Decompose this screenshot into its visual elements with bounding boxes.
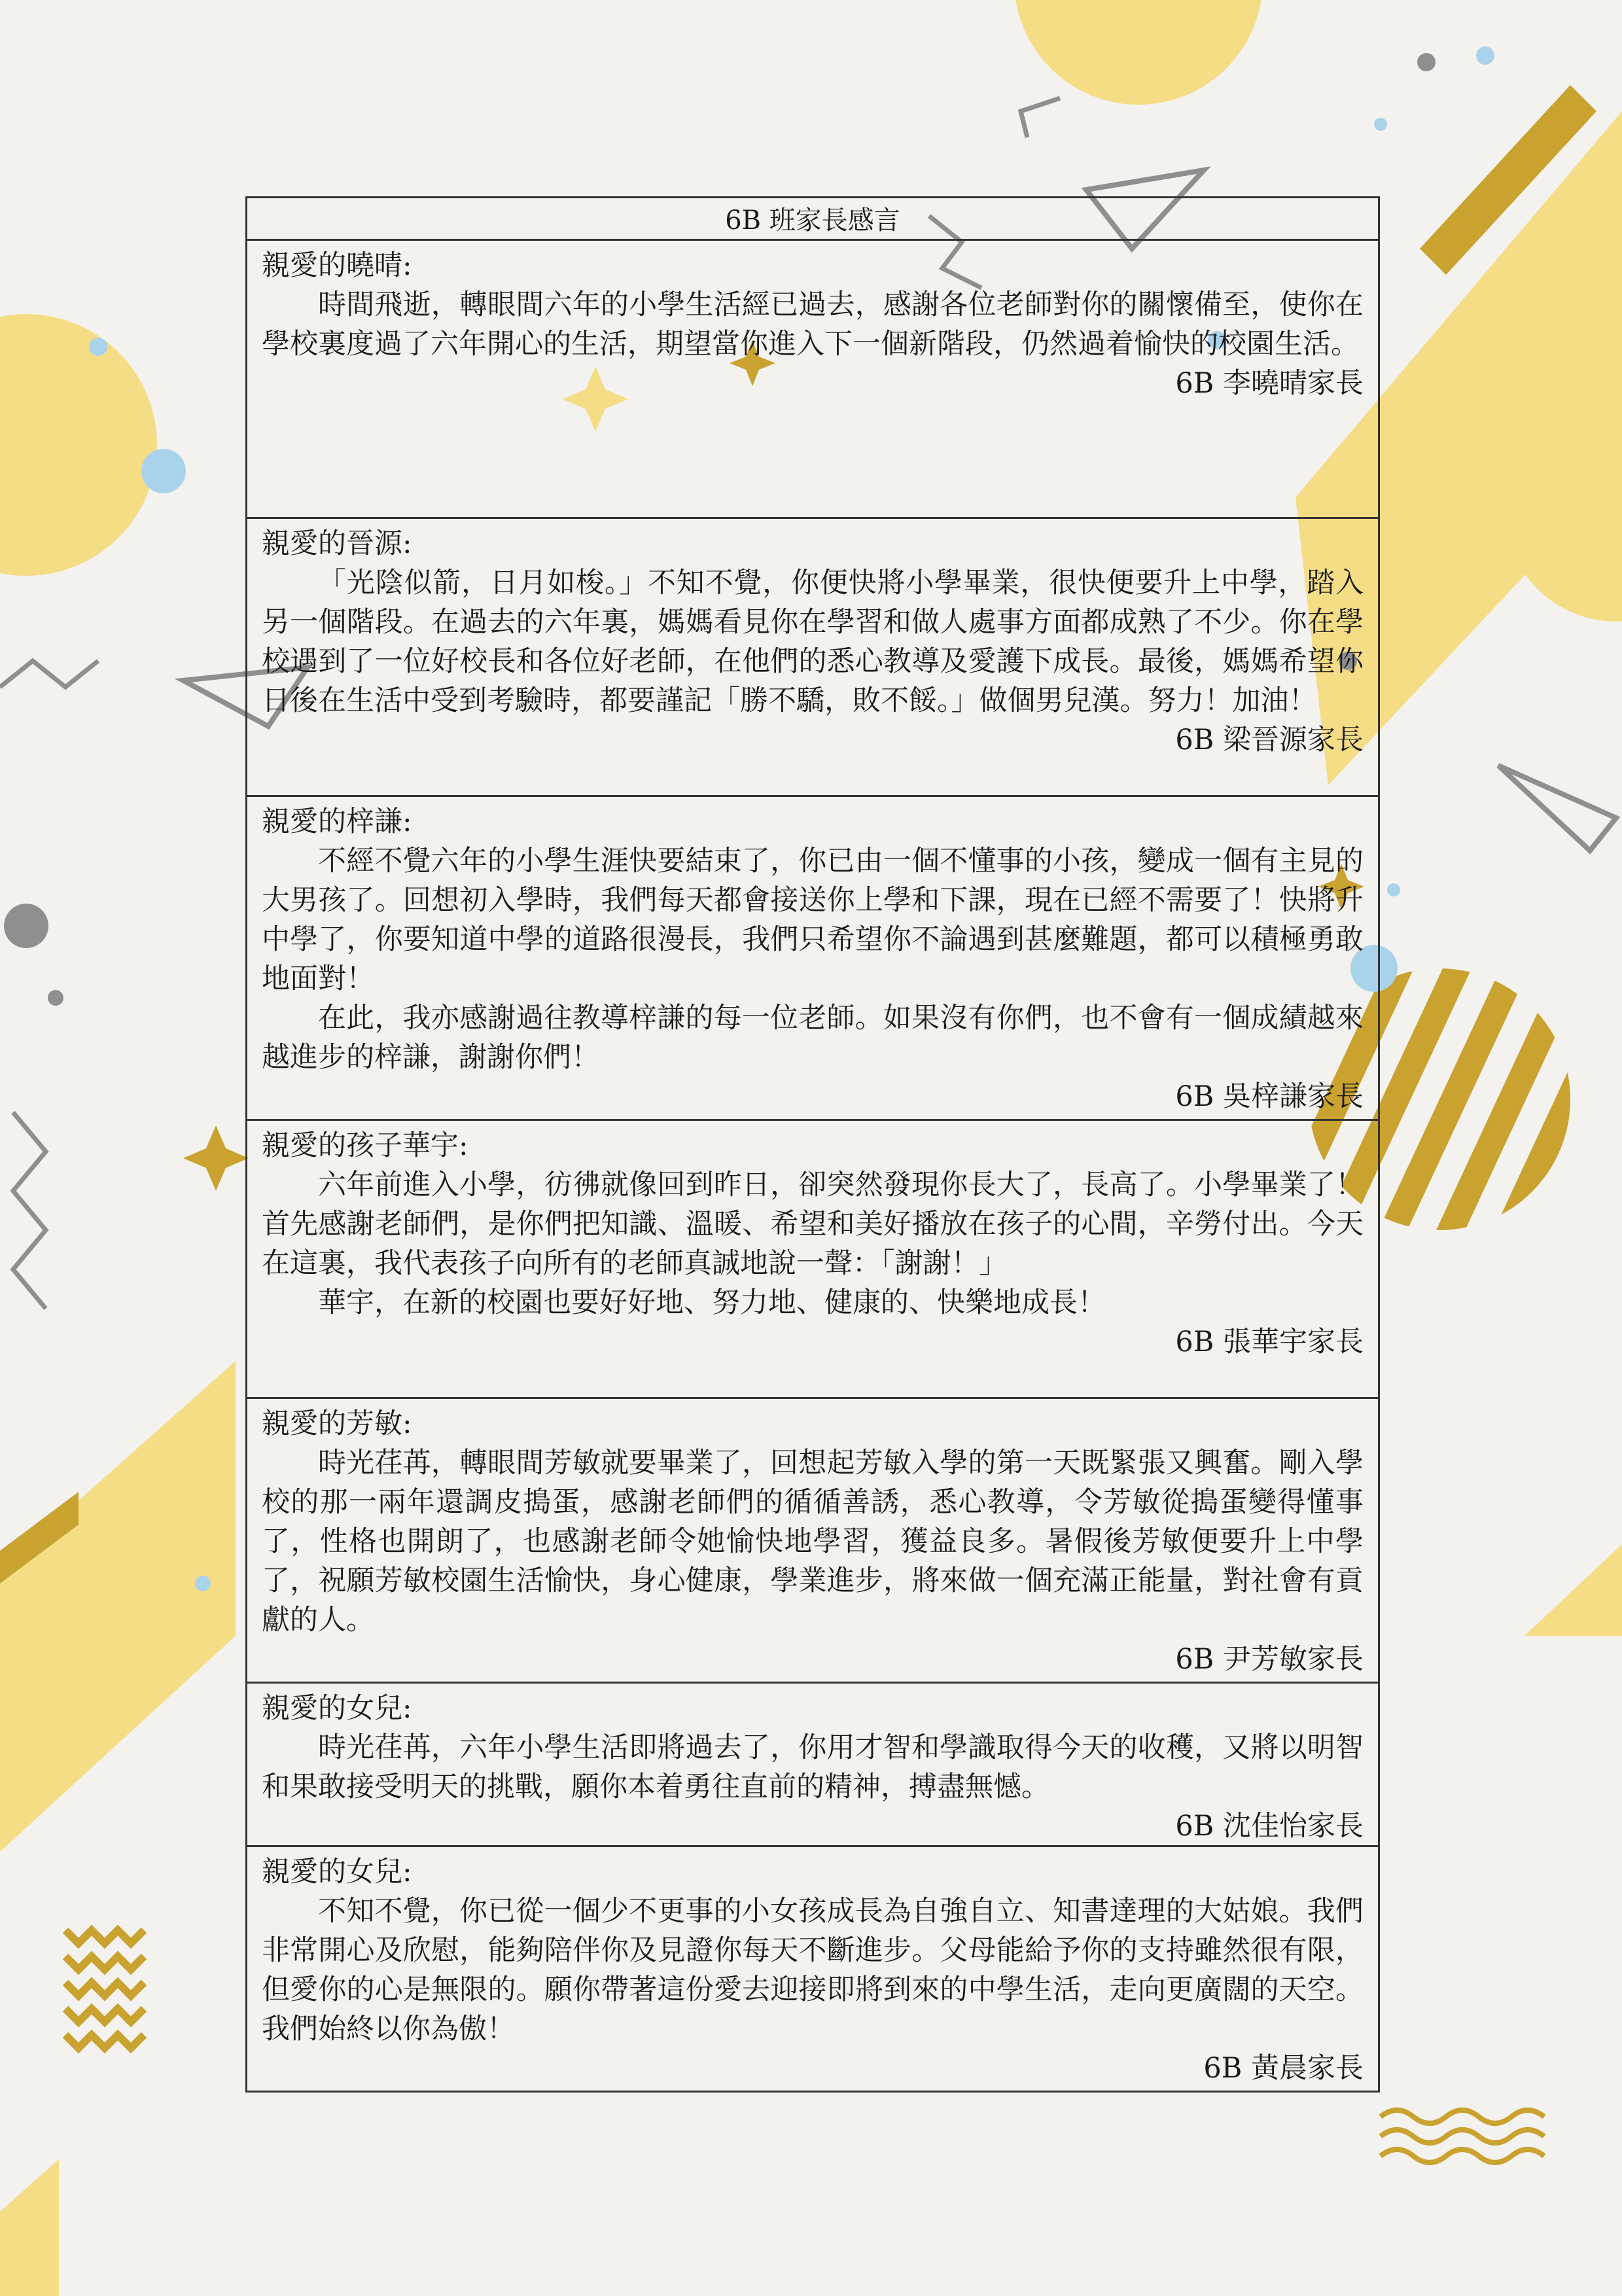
- parent-messages-table: [245, 196, 1380, 2093]
- signature: 6B 黃晨家長: [1203, 2051, 1364, 2085]
- message-paragraph: 六年前進入小學，彷彿就像回到昨日，卻突然發現你長大了，長高了。小學畢業了！首先感謝老師們，是你們把知識、溫暖、希望和美好播放在孩子的心間，辛勞付出。今天在這裏，我代表孩子向所有的老師真誠地說一聲：「謝謝！」: [262, 1168, 1364, 1280]
- greeting: 親愛的晉源:: [262, 527, 412, 560]
- gold-waves: [1381, 2110, 1544, 2163]
- message-entry-3: [247, 797, 1378, 1121]
- message-paragraph: 時間飛逝，轉眼間六年的小學生活經已過去，感謝各位老師對你的關懷備至，使你在學校裏度過了六年開心的生活，期望當你進入下一個新階段，仍然過着愉快的校園生活。: [262, 288, 1364, 361]
- blue-dot: [1387, 883, 1400, 896]
- blue-dot: [1374, 118, 1387, 131]
- triangle-outline-right: [1498, 766, 1616, 851]
- gray-dot: [1417, 53, 1436, 71]
- greeting: 親愛的女兒:: [262, 1691, 412, 1725]
- message-paragraph: 時光荏苒，轉眼間芳敏就要畢業了，回想起芳敏入學的第一天既緊張又興奮。剛入學校的那一兩年還調皮搗蛋，感謝老師們的循循善誘，悉心教導，令芳敏從搗蛋變得懂事了，性格也開朗了，也感謝老師令她愉快地學習，獲益良多。暑假後芳敏便要升上中學了，祝願芳敏校園生活愉快，身心健康，學業進步，將來做一個充滿正能量，對社會有貢獻的人。: [262, 1446, 1364, 1636]
- signature: 6B 梁晉源家長: [1175, 723, 1364, 756]
- greeting: 親愛的梓謙:: [262, 805, 412, 838]
- sparkle-star: [183, 1125, 249, 1191]
- message-entry-4: [247, 1121, 1378, 1399]
- gray-dot: [4, 904, 48, 948]
- message-paragraph: 華宇，在新的校園也要好好地、努力地、健康的、快樂地成長！: [318, 1286, 1106, 1319]
- gray-dot: [48, 990, 63, 1006]
- message-entry-5: [247, 1399, 1378, 1684]
- greeting: 親愛的孩子華宇:: [262, 1129, 468, 1162]
- signature: 6B 沈佳怡家長: [1175, 1809, 1364, 1843]
- yellow-triangle-bottom-right: [1525, 1544, 1622, 1636]
- message-paragraph: 在此，我亦感謝過往教導梓謙的每一位老師。如果沒有你們，也不會有一個成績越來越進步的梓謙，謝謝你們！: [262, 1001, 1364, 1074]
- gold-zigzag-block: [65, 1930, 144, 2048]
- yellow-band-left: [0, 1361, 236, 1852]
- message-paragraph: 「光陰似箭，日月如梭。」不知不覺，你便快將小學畢業，很快便要升上中學，踏入另一個階段。在過去的六年裏，媽媽看見你在學習和做人處事方面都成熟了不少。你在學校遇到了一位好校長和各位好老師，在他們的悉心教導及愛護下成長。最後，媽媽希望你日後在生活中受到考驗時，都要謹記「勝不驕，敗不餒。」做個男兒漢。努力！加油！: [262, 566, 1364, 717]
- message-entry-2: [247, 519, 1378, 797]
- message-paragraph: 時光荏苒，六年小學生活即將過去了，你用才智和學識取得今天的收穫，又將以明智和果敢接受明天的挑戰，願你本着勇往直前的精神，搏盡無憾。: [262, 1731, 1364, 1803]
- signature: 6B 吳梓謙家長: [1175, 1080, 1364, 1113]
- blue-dot: [195, 1576, 211, 1591]
- message-entry-1: [247, 241, 1378, 519]
- yellow-circle-left: [0, 314, 157, 576]
- zigzag-left-vertical: [13, 1112, 46, 1309]
- signature: 6B 李曉晴家長: [1175, 366, 1364, 400]
- signature: 6B 尹芳敏家長: [1175, 1642, 1364, 1676]
- message-paragraph: 不知不覺，你已從一個少不更事的小女孩成長為自強自立、知書達理的大姑娘。我們非常開心及欣慰，能夠陪伴你及見證你每天不斷進步。父母能給予你的支持雖然很有限，但愛你的心是無限的。願你帶著這份愛去迎接即將到來的中學生活，走向更廣闊的天空。我們始終以你為傲！: [262, 1894, 1364, 2045]
- blue-dot: [1476, 46, 1494, 65]
- greeting: 親愛的女兒:: [262, 1855, 412, 1888]
- blue-dot: [89, 338, 107, 356]
- greeting: 親愛的曉晴:: [262, 249, 412, 282]
- message-paragraph: 不經不覺六年的小學生涯快要結束了，你已由一個不懂事的小孩，變成一個有主見的大男孩了。回想初入學時，我們每天都會接送你上學和下課，現在已經不需要了！快將升中學了，你要知道中學的道路很漫長，我們只希望你不論遇到甚麼難題，都可以積極勇敢地面對！: [262, 844, 1364, 995]
- yellow-band-bottom-left: [0, 2159, 59, 2296]
- blue-dot: [141, 449, 186, 493]
- zigzag-left: [0, 661, 98, 687]
- message-entry-6: [247, 1684, 1378, 1847]
- yellow-circle-top: [1014, 0, 1263, 105]
- page-title: 6B 班家長感言: [247, 198, 1378, 241]
- signature: 6B 張華宇家長: [1175, 1325, 1364, 1358]
- greeting: 親愛的芳敏:: [262, 1407, 412, 1440]
- chevron-top: [1021, 98, 1060, 137]
- message-entry-7: [247, 1847, 1378, 2091]
